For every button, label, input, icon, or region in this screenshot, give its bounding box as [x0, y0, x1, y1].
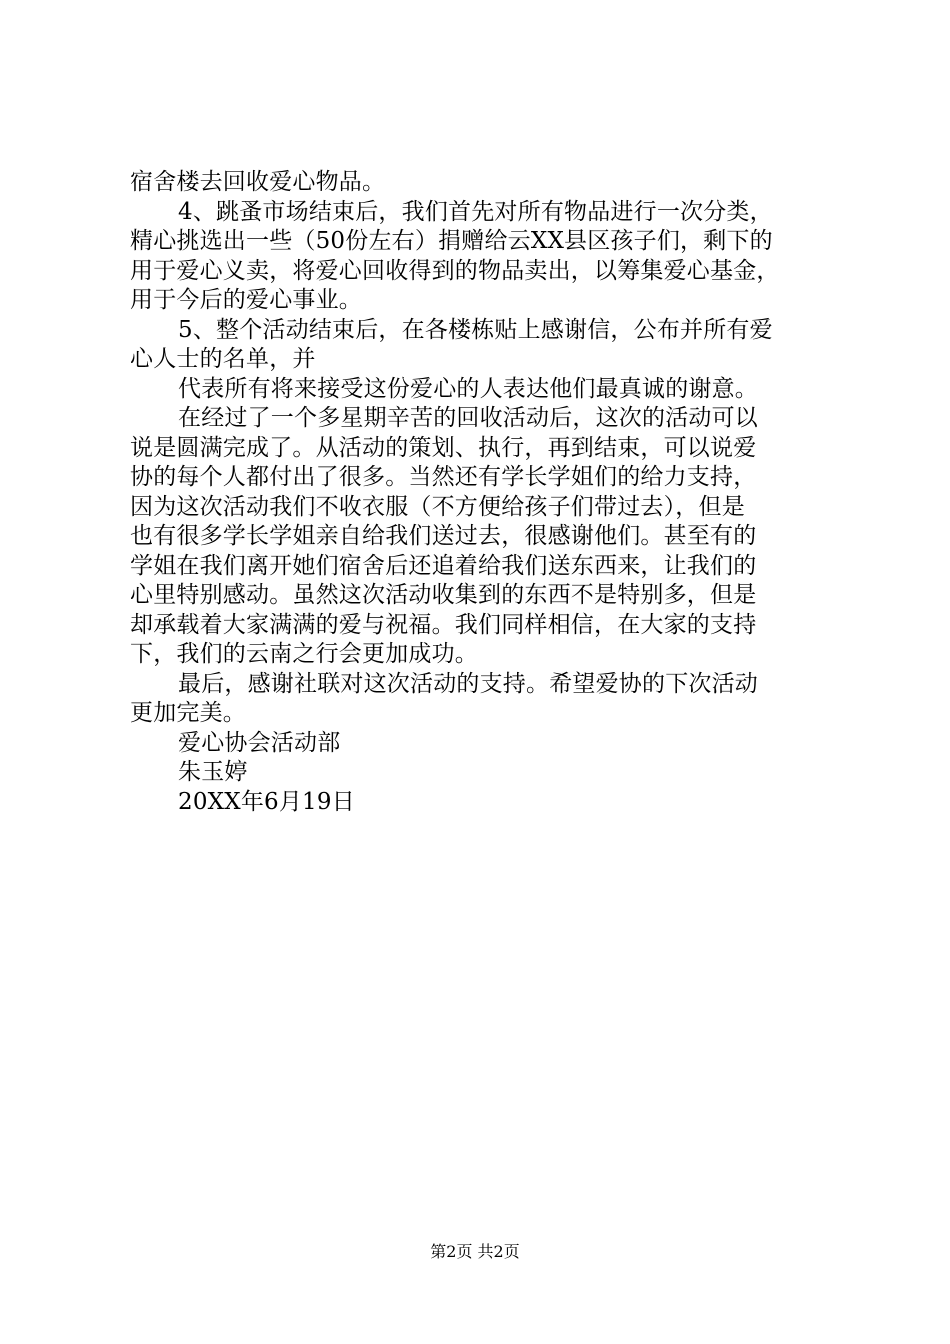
text-line: 下，我们的云南之行会更加成功。 — [130, 641, 478, 667]
text-line: 用于今后的爱心事业。 — [130, 287, 362, 313]
text-line: 5、整个活动结束后，在各楼栋贴上感谢信，公布并所有爱 — [178, 316, 773, 343]
text-line: 心人士的名单，并 — [130, 346, 316, 372]
page-footer: 第2页 共2页 — [430, 1242, 520, 1261]
text-line: 因为这次活动我们不收衣服（不方便给孩子们带过去），但是 — [130, 493, 745, 520]
text-line: 用于爱心义卖，将爱心回收得到的物品卖出，以筹集爱心基金， — [130, 257, 780, 284]
text-line: 更加完美。 — [130, 700, 246, 726]
text-line: 最后，感谢社联对这次活动的支持。希望爱协的下次活动 — [178, 670, 758, 697]
text-line: 爱心协会活动部 — [178, 729, 341, 756]
text-line: 20XX年6月19日 — [178, 788, 355, 815]
text-line: 代表所有将来接受这份爱心的人表达他们最真诚的谢意。 — [178, 375, 758, 402]
text-line: 协的每个人都付出了很多。当然还有学长学姐们的给力支持， — [130, 464, 757, 490]
text-line: 也有很多学长学姐亲自给我们送过去，很感谢他们。甚至有的 — [130, 523, 757, 549]
text-line: 4、跳蚤市场结束后，我们首先对所有物品进行一次分类， — [178, 198, 773, 225]
text-line: 在经过了一个多星期辛苦的回收活动后，这次的活动可以 — [178, 405, 758, 431]
text-line: 却承载着大家满满的爱与祝福。我们同样相信，在大家的支持 — [130, 611, 757, 638]
text-line: 学姐在我们离开她们宿舍后还追着给我们送东西来，让我们的 — [130, 552, 757, 579]
document-body — [130, 168, 830, 817]
text-line: 朱玉婷 — [178, 759, 248, 785]
text-line: 说是圆满完成了。从活动的策划、执行，再到结束，可以说爱 — [130, 434, 757, 461]
text-line: 精心挑选出一些（50份左右）捐赠给云XX县区孩子们，剩下的 — [130, 228, 773, 254]
text-line: 宿舍楼去回收爱心物品。 — [130, 169, 386, 195]
text-line: 心里特别感动。虽然这次活动收集到的东西不是特别多，但是 — [130, 582, 757, 608]
